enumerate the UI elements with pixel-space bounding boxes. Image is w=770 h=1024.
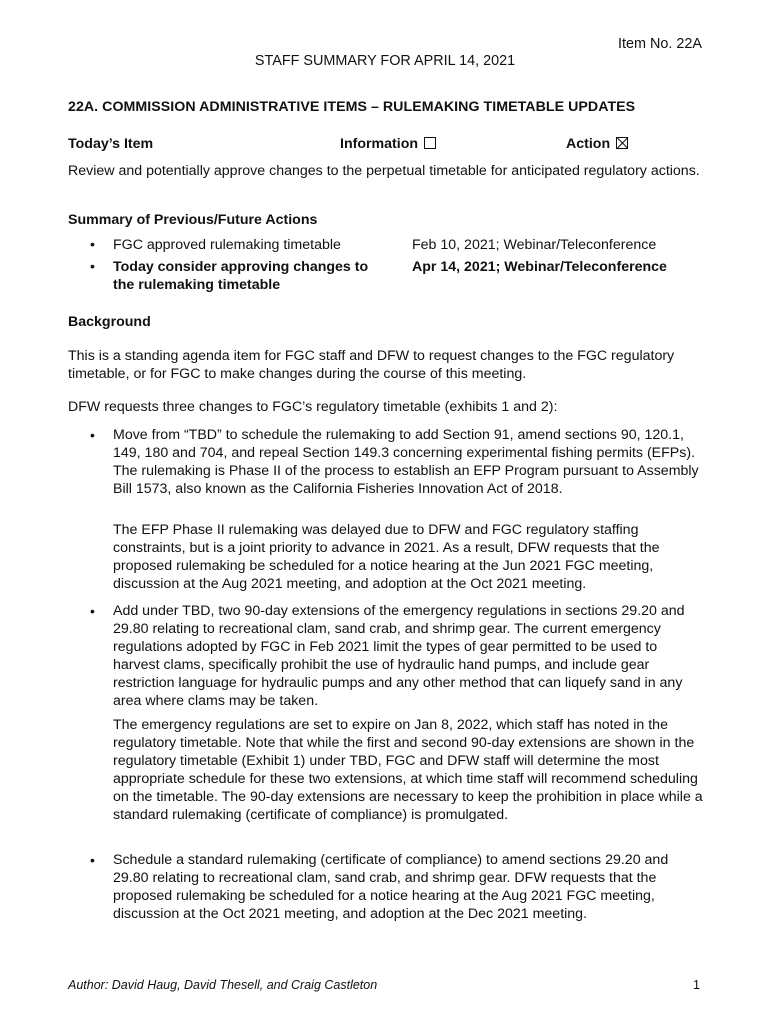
background-paragraph-2: DFW requests three changes to FGC’s regulatory timetable (exhibits 1 and 2): [68, 399, 558, 415]
bullet-icon: • [90, 259, 95, 275]
bullet-icon: • [90, 603, 95, 619]
page-number: 1 [693, 978, 700, 992]
document-heading: 22A. COMMISSION ADMINISTRATIVE ITEMS – RULEMAKING TIMETABLE UPDATES [68, 99, 636, 115]
todays-item-row [68, 135, 708, 153]
background-paragraph-1: This is a standing agenda item for FGC staff and DFW to request changes to the FGC regulatory timetable, or for FGC to make changes during the course of this meeting. [68, 348, 675, 382]
intro-paragraph: Review and potentially approve changes to the perpetual timetable for anticipated regulatory actions. [68, 163, 700, 179]
information-checkbox [424, 137, 436, 149]
bullet-followup: The emergency regulations are set to expire on Jan 8, 2022, which staff has noted in the regulatory timetable. Note that while the first and second 90-day extensions are shown in the regulatory timetable (Exhibit 1) under TBD, FGC and DFW staff will determine the most appropriate schedule for these two extensions, at which time staff will recommend scheduling on the timetable. The 90-day extensions are necessary to keep the prohibition in place while a standard rulemaking (certificate of compliance) is promulgated. [113, 717, 703, 823]
todays-item-label: Today’s Item [68, 136, 154, 152]
summary-date: Apr 14, 2021; Webinar/Teleconference [412, 259, 667, 275]
summary-action: FGC approved rulemaking timetable [113, 237, 341, 253]
summary-date: Feb 10, 2021; Webinar/Teleconference [412, 237, 657, 253]
bullet-text: Add under TBD, two 90-day extensions of the emergency regulations in sections 29.20 and 29.80 relating to recreational clam, sand crab, and shrimp gear. The current emergency regulations adopted by FGC in Feb 2021 limit the types of gear permitted to be used to harvest clams, specifically prohibit the use of hydraulic hand pumps, and include gear restriction language for hydraulic pumps and any other method that can liquefy sand in any area where clams may be taken. [113, 603, 685, 709]
summary-actions-list [90, 236, 710, 302]
staff-summary-title: STAFF SUMMARY FOR APRIL 14, 2021 [254, 53, 516, 69]
bullet-icon: • [90, 237, 95, 253]
information-option [340, 135, 436, 153]
summary-row [90, 236, 710, 258]
bullet-icon: • [90, 427, 95, 443]
bullet-followup: The EFP Phase II rulemaking was delayed due to DFW and FGC regulatory staffing constraints, but is a joint priority to advance in 2021. As a result, DFW requests that the proposed rulemaking be scheduled for a notice hearing at the Jun 2021 FGC meeting, discussion at the Aug 2021 meeting, and adoption at the Oct 2021 meeting. [113, 522, 660, 592]
action-option [566, 135, 628, 153]
bullet-text: Schedule a standard rulemaking (certificate of compliance) to amend sections 29.20 and 29.80 relating to recreational clam, sand crab, and shrimp gear. DFW requests that the proposed rulemaking be scheduled for a notice hearing at the Aug 2021 FGC meeting, discussion at the Oct 2021 meeting, and adoption at the Dec 2021 meeting. [113, 852, 669, 922]
item-number: Item No. 22A [618, 36, 702, 52]
action-checkbox [616, 137, 628, 149]
bullet-text: Move from “TBD” to schedule the rulemaking to add Section 91, amend sections 90, 120.1, 149, 180 and 704, and repeal Section 149.3 concerning experimental fishing permits (EFPs). The rulemaking is Phase II of the process to establish an EFP Program pursuant to Assembly Bill 1573, also known as the California Fisheries Innovation Act of 2018. [113, 427, 699, 497]
information-label: Information [340, 136, 419, 152]
footer-author: Author: David Haug, David Thesell, and Craig Castleton [68, 978, 378, 992]
list-item [90, 426, 704, 516]
summary-action: Today consider approving changes to the rulemaking timetable [113, 259, 369, 293]
background-title: Background [68, 314, 151, 330]
action-label: Action [566, 136, 611, 152]
summary-title: Summary of Previous/Future Actions [68, 212, 318, 228]
bullet-icon: • [90, 852, 95, 868]
summary-row [90, 258, 710, 302]
list-item [90, 602, 704, 709]
list-item [90, 851, 704, 923]
